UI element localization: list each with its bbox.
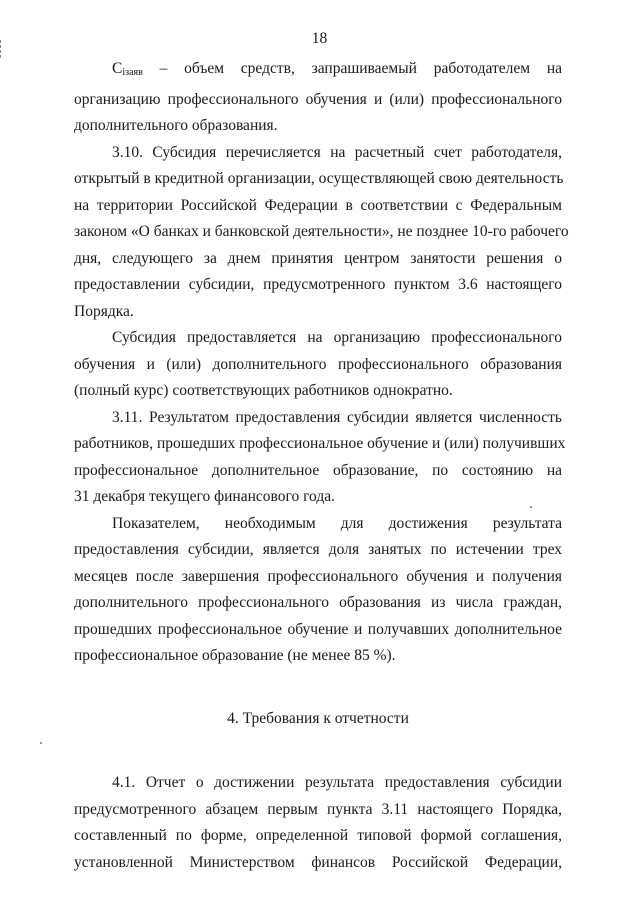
- paragraph-subsidy-once: [74, 325, 562, 405]
- text-line: дополнительного образования.: [74, 117, 278, 134]
- text-line: прошедших профессиональное обучение и получавших дополнительное: [74, 620, 562, 638]
- text-line: предоставления субсидии, является доля занятых по истечении трех: [74, 541, 562, 558]
- text-line: на территории Российской Федерации в соответствии с Федеральным: [74, 196, 562, 214]
- text-line: профессиональное образование (не менее 85 %).: [74, 647, 396, 664]
- text-line: 3.10. Субсидия перечисляется на расчетный счет работодателя,: [112, 143, 562, 161]
- text-line: [74, 56, 562, 87]
- formula-symbol: С: [112, 60, 123, 77]
- scan-speck: [40, 742, 42, 744]
- text-line: 3.11. Результатом предоставления субсидии является численность: [112, 408, 562, 426]
- text-line: составленный по форме, определенной типовой формой соглашения,: [74, 827, 562, 844]
- text-line: предусмотренного абзацем первым пункта 3.11 настоящего Порядка,: [74, 800, 562, 818]
- paragraph-3-10: [74, 140, 569, 326]
- text-line: открытый в кредитной организации, осуществляющей свою деятельность: [74, 170, 564, 187]
- paragraph-formula-definition: [74, 56, 562, 140]
- text-line: месяцев после завершения профессионального обучения и получения: [74, 567, 562, 585]
- text-line: Субсидия предоставляется на организацию профессионального: [112, 329, 562, 346]
- text-line: работников, прошедших профессиональное обучение и (или) получивших: [74, 435, 566, 452]
- text-line: предоставлении субсидии, предусмотренного пунктом 3.6 настоящего: [74, 276, 562, 293]
- section-heading: 4. Требования к отчетности: [227, 709, 409, 727]
- paragraph-4-1: [74, 770, 562, 876]
- text-line: 31 декабря текущего финансового года.: [74, 488, 335, 505]
- text-line: дня, следующего за днем принятия центром занятости решения о: [74, 249, 562, 267]
- text-line: дополнительного профессионального образования из числа граждан,: [74, 594, 562, 611]
- text-line: Показателем, необходимым для достижения результата: [112, 514, 562, 532]
- paragraph-indicator: [74, 511, 562, 670]
- paragraph-3-11: [74, 405, 566, 511]
- text-line: установленной Министерством финансов Российской Федерации,: [74, 853, 562, 871]
- document-body: [74, 56, 569, 876]
- text-line: (полный курс) соответствующих работников однократно.: [74, 382, 453, 399]
- text-line: 4.1. Отчет о достижении результата предоставления субсидии: [112, 774, 562, 791]
- text-line: организацию профессионального обучения и (или) профессионального: [74, 90, 562, 108]
- formula-symbol-subscript: iзаяв: [122, 67, 143, 78]
- text-line: законом «О банках и банковской деятельности», не позднее 10-го рабочего: [74, 223, 569, 240]
- text-line: обучения и (или) дополнительного профессионального образования: [74, 355, 562, 373]
- formula-definition-text: – объем средств, запрашиваемый работодателем на: [142, 60, 562, 77]
- text-line: Порядка.: [74, 302, 134, 320]
- page-number: 18: [311, 30, 328, 47]
- text-line: профессиональное дополнительное образование, по состоянию на: [74, 461, 562, 479]
